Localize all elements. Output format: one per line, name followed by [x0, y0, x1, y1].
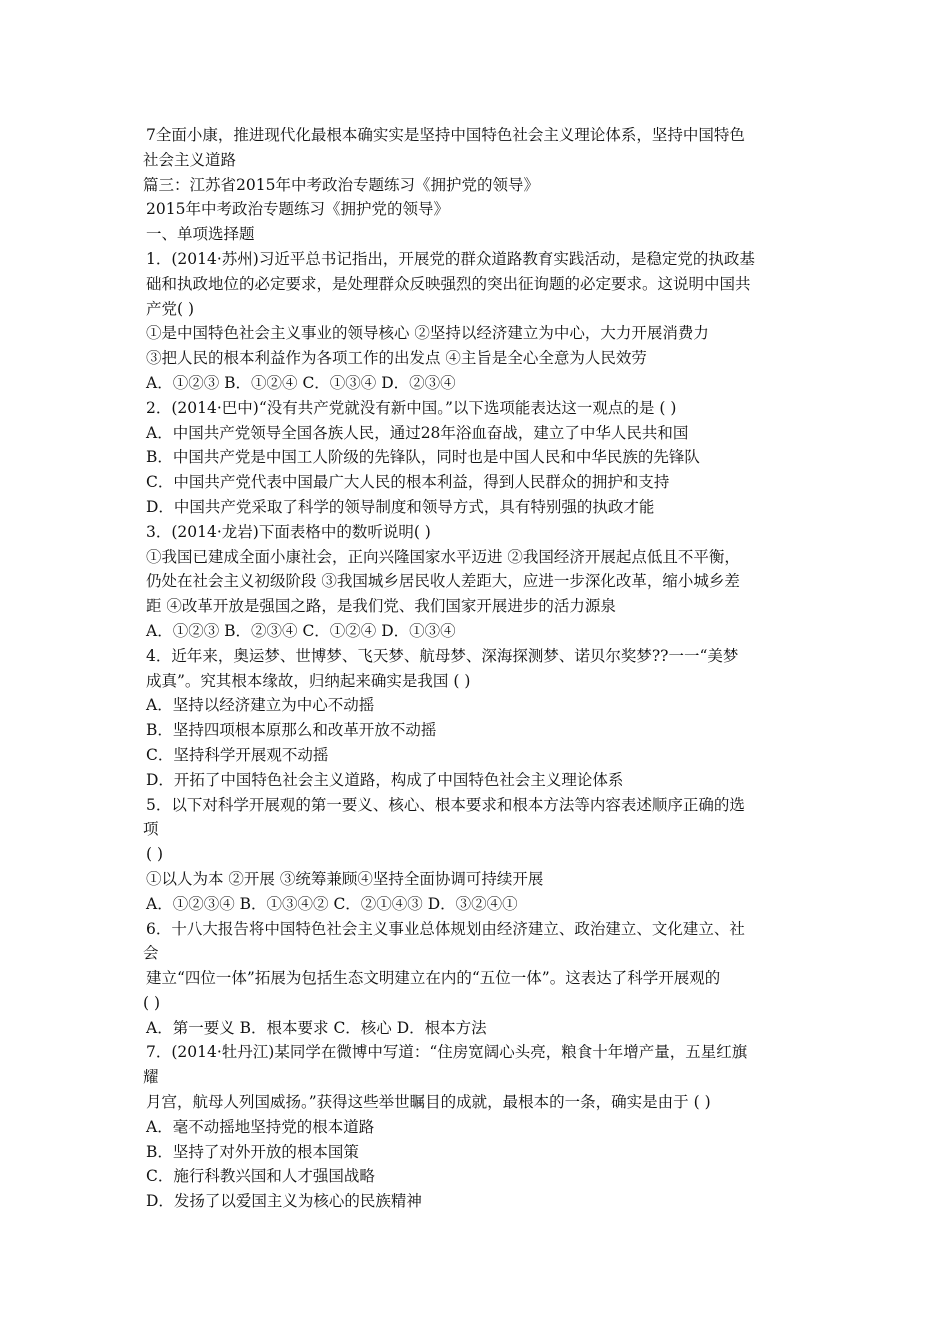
text-line: 7全面小康，推进现代化最根本确实实是坚持中国特色社会主义理论体系，坚持中国特色 — [146, 126, 745, 144]
text-line: ①以人为本 ②开展 ③统筹兼顾④坚持全面协调可持续开展 — [146, 869, 544, 888]
text-line: A．①②③④ B．①③④② C．②①④③ D．③②④① — [146, 894, 518, 913]
text-line: D．中国共产党采取了科学的领导制度和领导方式，具有特别强的执政才能 — [146, 497, 655, 516]
text-line: 1．(2014·苏州)习近平总书记指出，开展党的群众道路教育实践活动，是稳定党的执政基 — [146, 249, 755, 268]
text-line: 会 — [143, 944, 159, 963]
text-line: 6．十八大报告将中国特色社会主义事业总体规划由经济建立、政治建立、文化建立、社 — [146, 919, 745, 938]
text-line: ③把人民的根本利益作为各项工作的出发点 ④主旨是全心全意为人民效劳 — [146, 349, 647, 368]
text-line: B．坚持四项根本原那么和改革开放不动摇 — [146, 721, 437, 740]
text-line: A．坚持以经济建立为中心不动摇 — [146, 696, 375, 715]
text-line: 成真”。究其根本缘故，归纳起来确实是我国 ( ) — [146, 671, 471, 690]
text-line: 社会主义道路 — [143, 150, 237, 169]
text-line: A．①②③ B．①②④ C．①③④ D．②③④ — [146, 373, 456, 392]
text-line: 耀 — [143, 1068, 159, 1087]
text-line: ( ) — [143, 993, 161, 1012]
text-line: ①是中国特色社会主义事业的领导核心 ②坚持以经济建立为中心，大力开展消费力 — [146, 324, 709, 343]
text-line: 产党( ) — [146, 299, 195, 318]
text-line: 7．(2014·牡丹江)某同学在微博中写道：“住房宽阔心头亮，粮食十年增产量，五星红旗 — [146, 1043, 748, 1062]
text-line: 项 — [143, 820, 159, 839]
text-line: 2．(2014·巴中)“没有共产党就没有新中国。”以下选项能表达这一观点的是 ( ) — [146, 398, 677, 417]
text-line: 一、单项选择题 — [146, 225, 255, 244]
text-line: B．坚持了对外开放的根本国策 — [146, 1142, 359, 1161]
text-line: 3．(2014·龙岩)下面表格中的数听说明( ) — [146, 522, 431, 541]
text-line: 距 ④改革开放是强国之路，是我们党、我们国家开展进步的活力源泉 — [146, 597, 616, 616]
text-line: 仍处在社会主义初级阶段 ③我国城乡居民收人差距大，应进一步深化改革，缩小城乡差 — [146, 572, 740, 591]
text-line: 建立“四位一体”拓展为包括生态文明建立在内的“五位一体”。这表达了科学开展观的 — [146, 969, 721, 988]
text-line: 月宫，航母人列国威扬。”获得这些举世瞩目的成就，最根本的一条，确实是由于 ( ) — [146, 1093, 711, 1112]
text-line: A．毫不动摇地坚持党的根本道路 — [146, 1117, 375, 1136]
text-line: 篇三：江苏省2015年中考政治专题练习《拥护党的领导》 — [143, 175, 539, 194]
document-page — [143, 123, 823, 1214]
text-line: D．开拓了中国特色社会主义道路，构成了中国特色社会主义理论体系 — [146, 770, 624, 789]
text-line: 础和执政地位的必定要求，是处理群众反映强烈的突出征询题的必定要求。这说明中国共 — [146, 274, 751, 293]
text-line: A．①②③ B．②③④ C．①②④ D．①③④ — [146, 621, 456, 640]
text-line: 4．近年来，奥运梦、世博梦、飞天梦、航母梦、深海探测梦、诺贝尔奖梦??一一“美梦 — [146, 646, 739, 665]
text-line: C．中国共产党代表中国最广大人民的根本利益，得到人民群众的拥护和支持 — [146, 473, 670, 492]
text-line: A．第一要义 B．根本要求 C．核心 D．根本方法 — [146, 1018, 487, 1037]
text-line: 2015年中考政治专题练习《拥护党的领导》 — [146, 200, 449, 219]
text-line: A．中国共产党领导全国各族人民，通过28年浴血奋战，建立了中华人民共和国 — [146, 423, 689, 442]
text-line: C．施行科教兴国和人才强国战略 — [146, 1167, 375, 1186]
text-line: ( ) — [146, 845, 164, 864]
text-line: C．坚持科学开展观不动摇 — [146, 745, 329, 764]
text-line: B．中国共产党是中国工人阶级的先锋队，同时也是中国人民和中华民族的先锋队 — [146, 448, 700, 467]
text-line: 5．以下对科学开展观的第一要义、核心、根本要求和根本方法等内容表述顺序正确的选 — [146, 795, 745, 814]
text-line: D．发扬了以爱国主义为核心的民族精神 — [146, 1192, 422, 1211]
text-line: ①我国已建成全面小康社会，正向兴隆国家水平迈进 ②我国经济开展起点低且不平衡， — [146, 547, 740, 566]
